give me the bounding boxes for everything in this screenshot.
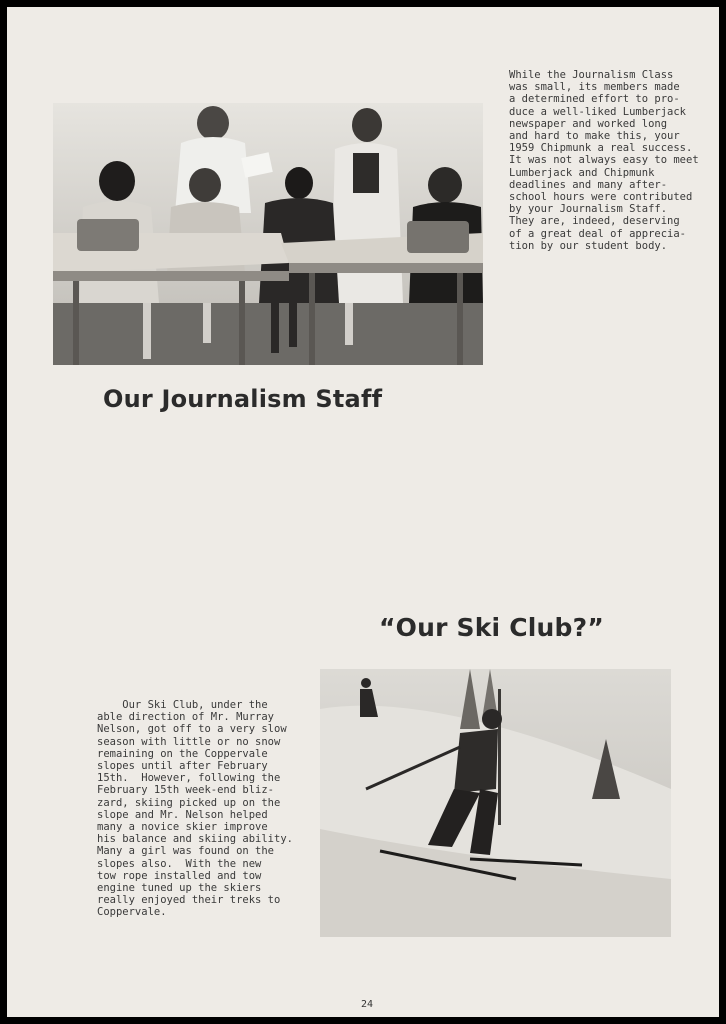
journalism-paragraph — [509, 69, 699, 252]
yearbook-page — [7, 7, 719, 1017]
text-line: zard, skiing picked up on the — [97, 796, 281, 809]
text-line: They are, indeed, deserving — [509, 215, 680, 228]
text-line: tow rope installed and tow — [97, 869, 262, 882]
ski-club-photo — [320, 669, 671, 937]
journalism-heading: Our Journalism Staff — [103, 385, 383, 413]
text-line: February 15th week-end bliz- — [97, 784, 275, 797]
text-line: Coppervale. — [97, 906, 167, 919]
text-line: slopes until after February — [97, 760, 268, 773]
text-line: tion by our student body. — [509, 239, 668, 252]
text-line: of a great deal of apprecia- — [509, 227, 687, 240]
text-line: season with little or no snow — [97, 735, 281, 748]
text-line: Our Ski Club, under the — [97, 699, 268, 711]
text-line: many a novice skier improve — [97, 821, 268, 834]
text-line: 1959 Chipmunk a real success. — [509, 142, 693, 155]
text-line: duce a well-liked Lumberjack — [509, 105, 687, 118]
text-line: really enjoyed their treks to — [97, 894, 281, 907]
journalism-staff-photo — [53, 103, 483, 365]
text-line: Many a girl was found on the — [97, 845, 275, 858]
text-line: his balance and skiing ability. — [97, 833, 293, 846]
text-line: by your Journalism Staff. — [509, 203, 668, 216]
text-line: deadlines and many after- — [509, 178, 668, 191]
text-line: While the Journalism Class — [509, 69, 674, 81]
text-line: It was not always easy to meet — [509, 154, 699, 167]
text-line: Lumberjack and Chipmunk — [509, 166, 655, 179]
text-line: and hard to make this, your — [509, 130, 680, 143]
text-line: slope and Mr. Nelson helped — [97, 808, 268, 821]
text-line: engine tuned up the skiers — [97, 882, 262, 895]
text-line: remaining on the Coppervale — [97, 747, 268, 760]
text-line: slopes also. With the new — [97, 857, 262, 870]
text-line: was small, its members made — [509, 81, 680, 94]
text-line: 15th. However, following the — [97, 772, 281, 785]
ski-club-paragraph — [97, 699, 293, 919]
text-line: newspaper and worked long — [509, 117, 668, 130]
text-line: school hours were contributed — [509, 191, 693, 204]
page-number: 24 — [361, 999, 374, 1010]
text-line: a determined effort to pro- — [509, 93, 680, 106]
text-line: Nelson, got off to a very slow — [97, 723, 287, 736]
ski-club-heading: “Our Ski Club?” — [379, 613, 604, 642]
text-line: able direction of Mr. Murray — [97, 711, 275, 724]
